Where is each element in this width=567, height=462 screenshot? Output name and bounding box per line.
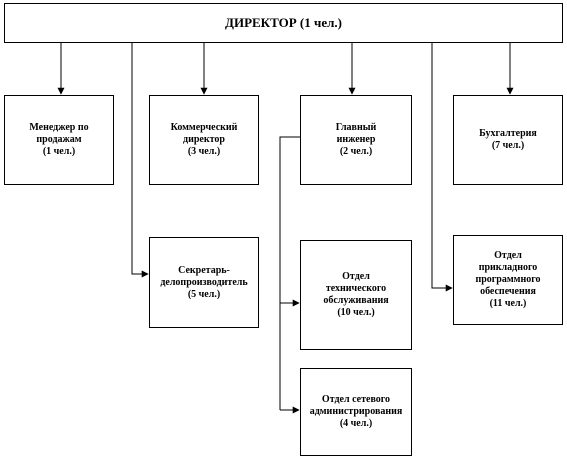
chief-engineer-box <box>300 95 412 185</box>
sales-manager-box <box>4 95 114 185</box>
applied-software-label: Отдел прикладного программного обеспечения (11 чел.) <box>475 250 541 309</box>
applied-software-box <box>453 235 563 325</box>
tech-service-box <box>300 240 412 350</box>
secretary-label: Секретарь- делопроизводитель (5 чел.) <box>160 264 248 300</box>
arrow-to-secretary <box>132 43 148 274</box>
network-admin-label: Отдел сетевого администрирования (4 чел.) <box>309 394 403 429</box>
sales-manager-label: Менеджер по продажам (1 чел.) <box>29 122 89 157</box>
branch-chief-engineer <box>280 137 300 410</box>
network-admin-box <box>300 368 412 456</box>
accounting-label: Бухгалтерия (7 чел.) <box>479 128 537 151</box>
secretary-box <box>149 237 259 328</box>
tech-service-label: Отдел технического обслуживания (10 чел.) <box>323 271 389 318</box>
commercial-director-box <box>149 95 259 185</box>
accounting-box <box>453 95 563 185</box>
director-box <box>4 3 563 43</box>
commercial-director-label: Коммерческий директор (3 чел.) <box>170 122 238 157</box>
chief-engineer-label: Главный инженер (2 чел.) <box>335 122 377 157</box>
arrow-to-applied-software <box>432 43 452 288</box>
director-label: ДИРЕКТОР (1 чел.) <box>225 15 342 30</box>
